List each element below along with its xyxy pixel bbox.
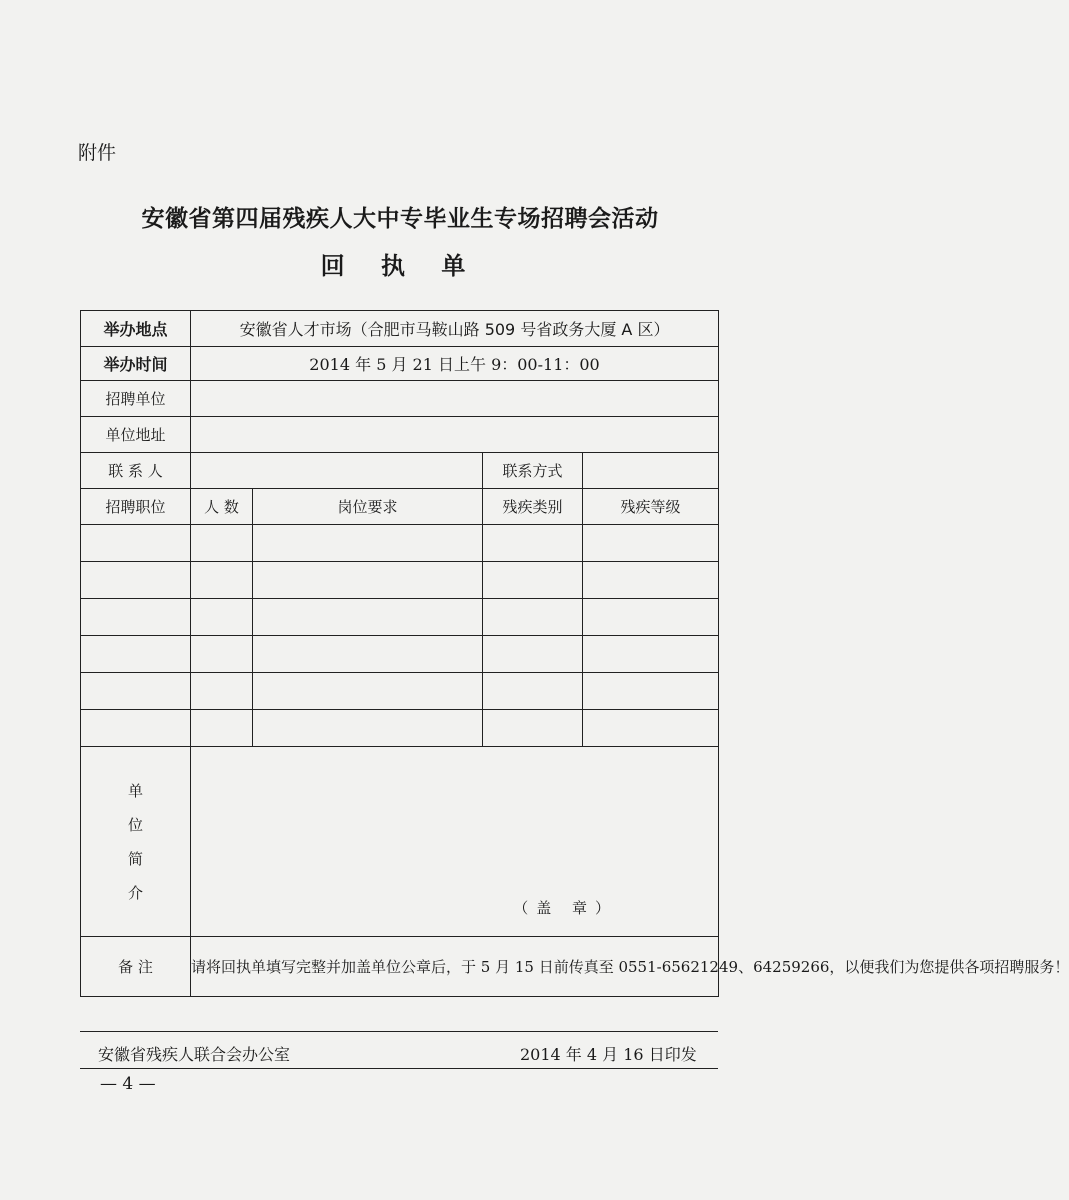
disability-type-cell[interactable] — [483, 636, 583, 673]
count-cell[interactable] — [191, 636, 253, 673]
col-disability-type-header: 残疾类别 — [483, 489, 583, 525]
footer-top-rule — [80, 1031, 718, 1032]
remark-text: 请将回执单填写完整并加盖单位公章后，于 5 月 15 日前传真至 0551-65621249、64259266，以便我们为您提供各项招聘服务！ — [191, 937, 719, 997]
intro-field[interactable] — [191, 747, 719, 937]
requirements-cell[interactable] — [253, 636, 483, 673]
table-row — [81, 710, 719, 747]
count-cell[interactable] — [191, 525, 253, 562]
attachment-label: 附件 — [78, 142, 117, 164]
requirements-cell[interactable] — [253, 673, 483, 710]
table-row — [81, 636, 719, 673]
table-row — [81, 673, 719, 710]
form-subtitle: 回 执 单 — [320, 252, 480, 280]
intro-char: 简 — [127, 849, 143, 868]
intro-char: 介 — [127, 883, 143, 902]
disability-type-cell[interactable] — [483, 562, 583, 599]
requirements-cell[interactable] — [253, 710, 483, 747]
issue-date: 2014 年 4 月 16 日印发 — [520, 1045, 697, 1064]
disability-grade-cell[interactable] — [583, 710, 719, 747]
position-cell[interactable] — [81, 710, 191, 747]
contact-field[interactable] — [191, 453, 483, 489]
intro-char: 单 — [127, 781, 143, 800]
disability-grade-cell[interactable] — [583, 636, 719, 673]
address-label: 单位地址 — [81, 417, 191, 453]
time-label: 举办时间 — [81, 347, 191, 381]
issuer: 安徽省残疾人联合会办公室 — [98, 1045, 291, 1064]
time-value: 2014 年 5 月 21 日上午 9：00-11：00 — [191, 347, 719, 381]
requirements-cell[interactable] — [253, 562, 483, 599]
table-row — [81, 525, 719, 562]
employer-field[interactable] — [191, 381, 719, 417]
disability-grade-cell[interactable] — [583, 673, 719, 710]
position-cell[interactable] — [81, 673, 191, 710]
form-title: 安徽省第四届残疾人大中专毕业生专场招聘会活动 — [141, 206, 659, 232]
seal-label: （盖 章） — [513, 899, 619, 917]
contact-label: 联 系 人 — [81, 453, 191, 489]
col-requirements-header: 岗位要求 — [253, 489, 483, 525]
reply-form-table — [80, 310, 1069, 997]
count-cell[interactable] — [191, 710, 253, 747]
page-number: — 4 — — [100, 1074, 156, 1094]
contact-method-label: 联系方式 — [483, 453, 583, 489]
table-row — [81, 562, 719, 599]
employer-label: 招聘单位 — [81, 381, 191, 417]
footer-bottom-rule — [80, 1068, 718, 1069]
remark-label: 备 注 — [81, 937, 191, 997]
disability-grade-cell[interactable] — [583, 525, 719, 562]
disability-grade-cell[interactable] — [583, 599, 719, 636]
contact-method-field[interactable] — [583, 453, 719, 489]
disability-type-cell[interactable] — [483, 599, 583, 636]
col-position-header: 招聘职位 — [81, 489, 191, 525]
disability-type-cell[interactable] — [483, 673, 583, 710]
position-cell[interactable] — [81, 525, 191, 562]
position-cell[interactable] — [81, 636, 191, 673]
venue-label: 举办地点 — [81, 311, 191, 347]
intro-char: 位 — [127, 815, 143, 834]
count-cell[interactable] — [191, 599, 253, 636]
count-cell[interactable] — [191, 673, 253, 710]
requirements-cell[interactable] — [253, 599, 483, 636]
disability-type-cell[interactable] — [483, 710, 583, 747]
intro-label — [81, 747, 191, 937]
col-count-header: 人 数 — [191, 489, 253, 525]
position-cell[interactable] — [81, 562, 191, 599]
col-disability-grade-header: 残疾等级 — [583, 489, 719, 525]
disability-grade-cell[interactable] — [583, 562, 719, 599]
address-field[interactable] — [191, 417, 719, 453]
requirements-cell[interactable] — [253, 525, 483, 562]
table-row — [81, 599, 719, 636]
count-cell[interactable] — [191, 562, 253, 599]
venue-value: 安徽省人才市场（合肥市马鞍山路 509 号省政务大厦 A 区） — [191, 311, 719, 347]
disability-type-cell[interactable] — [483, 525, 583, 562]
position-cell[interactable] — [81, 599, 191, 636]
